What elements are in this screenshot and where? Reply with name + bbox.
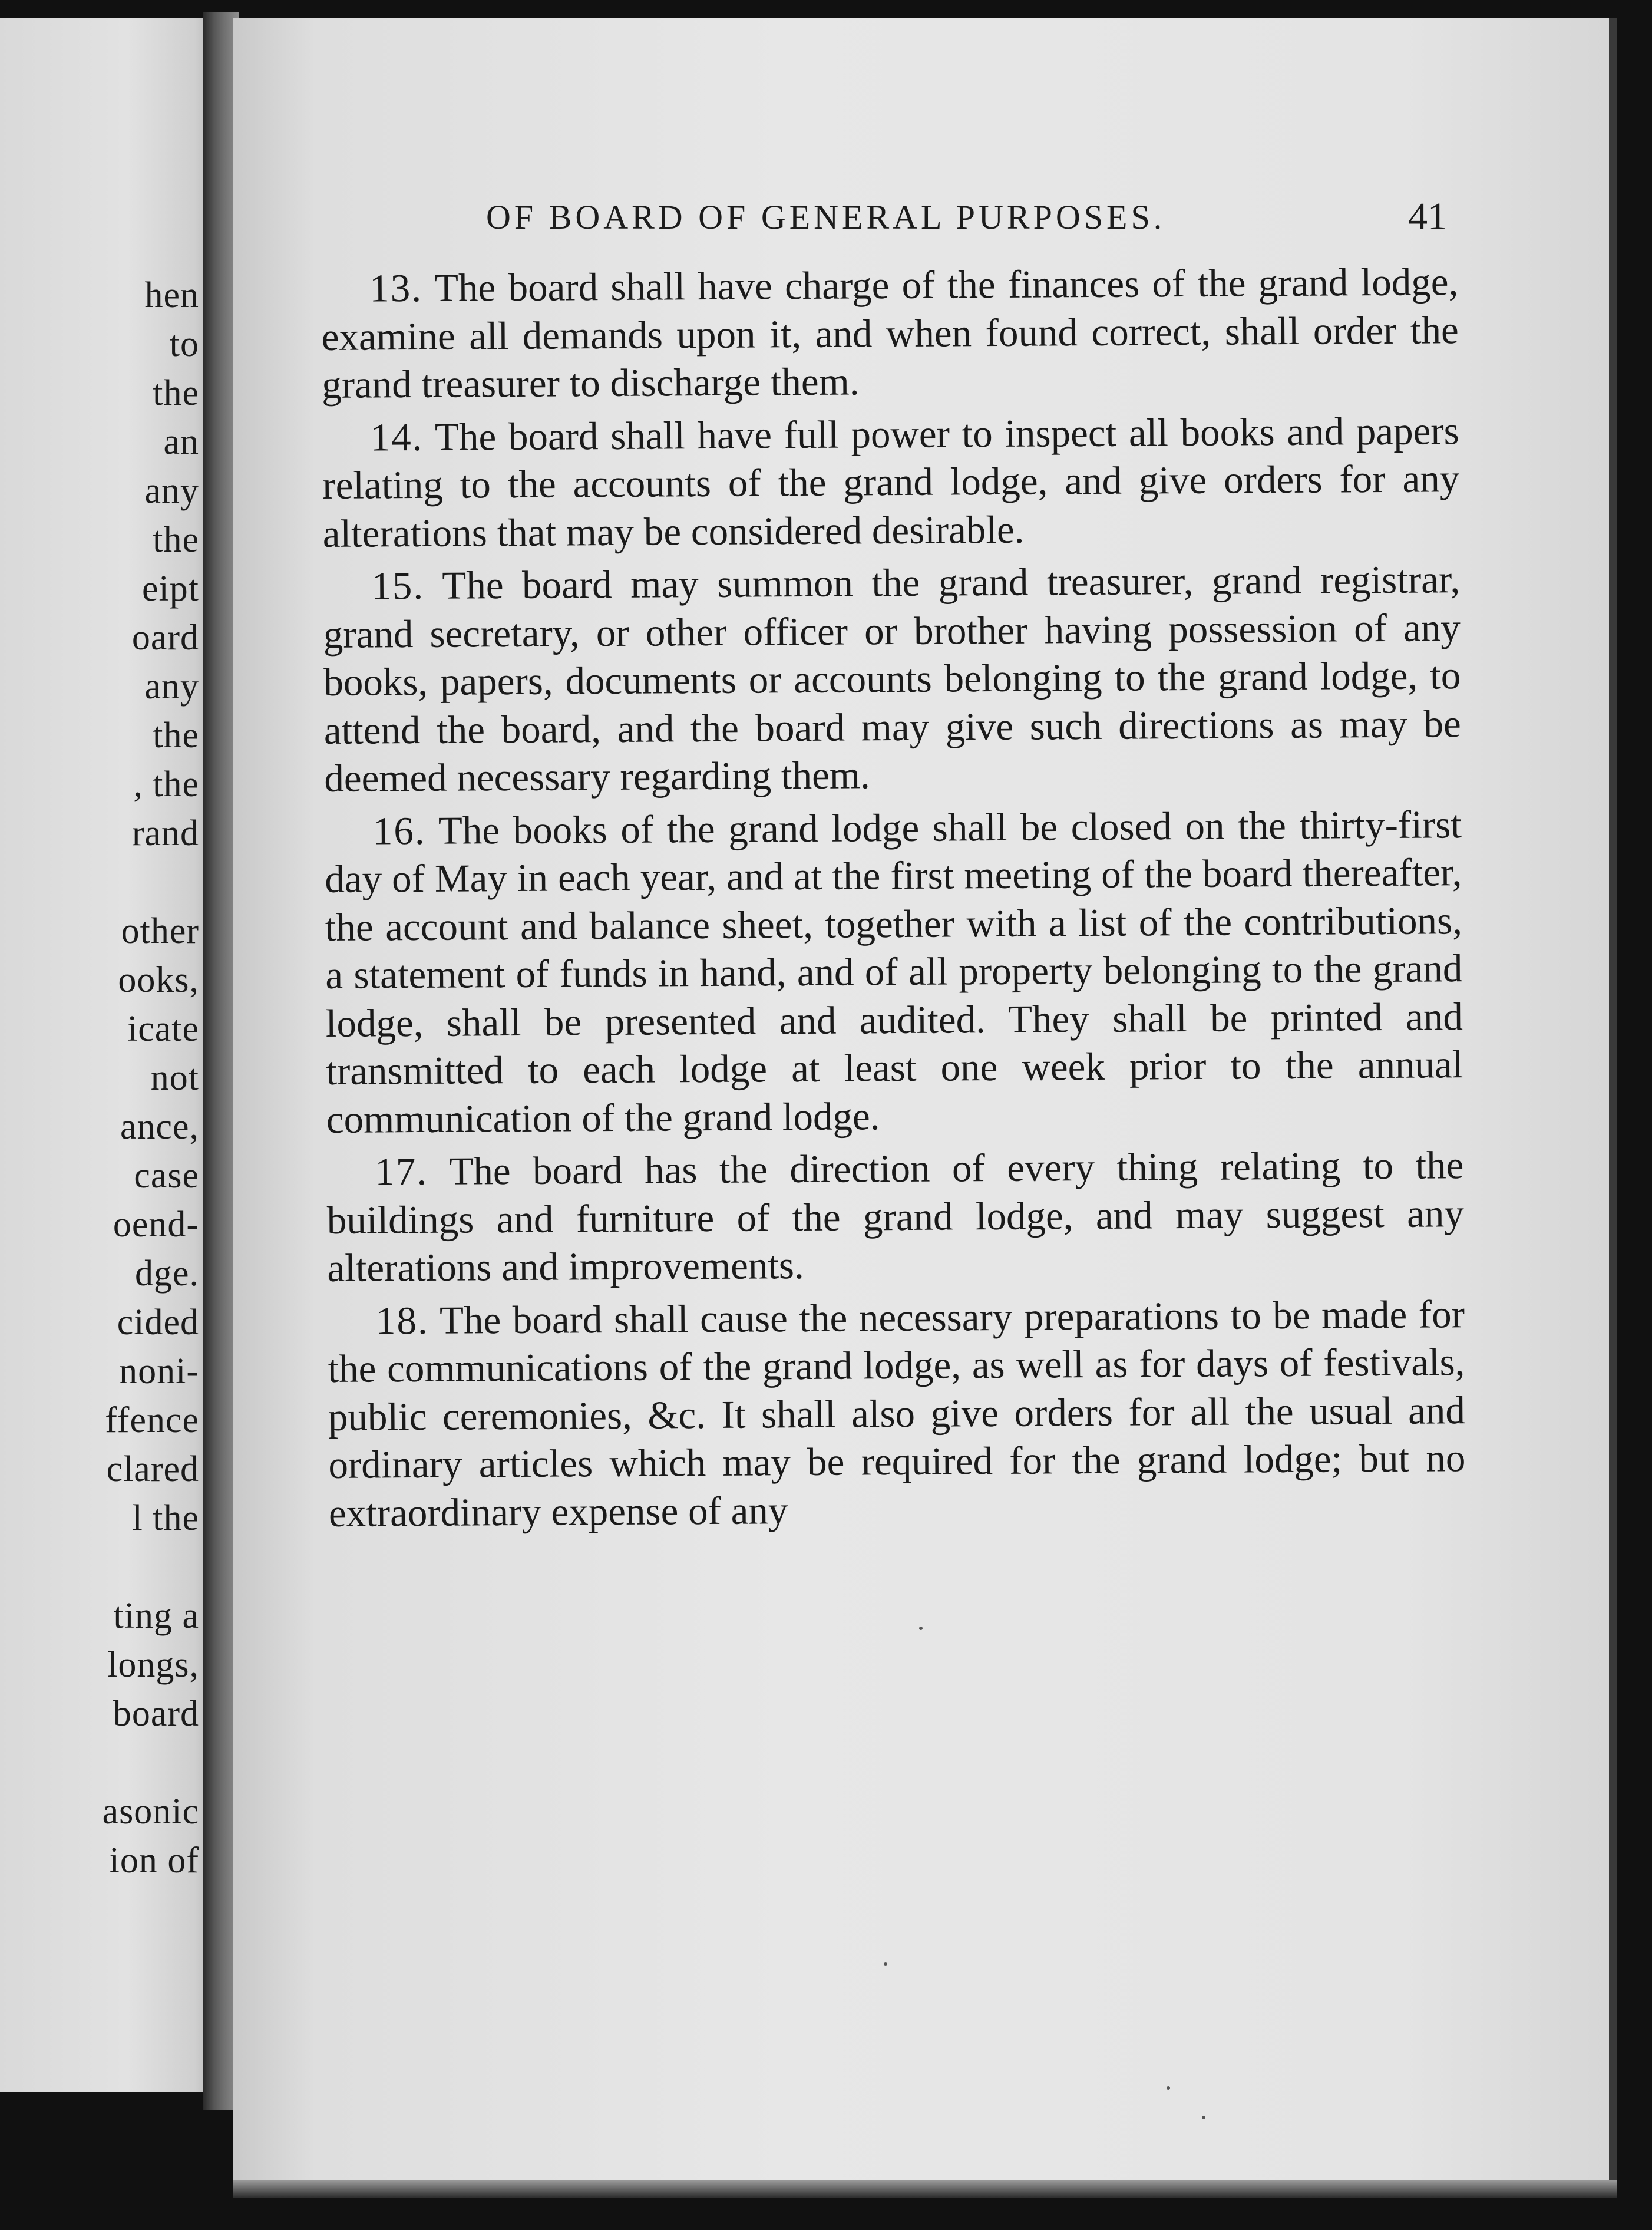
facing-page-fragment: to [169, 324, 199, 364]
facing-page-fragment: case [134, 1156, 199, 1196]
facing-page-fragment: oend- [113, 1205, 199, 1245]
paragraph-number: 13. [369, 266, 423, 311]
facing-page-fragment: ooks, [118, 960, 199, 1000]
facing-page-fragment: asonic [102, 1792, 199, 1832]
facing-page-fragment: ance, [120, 1107, 199, 1147]
speck [919, 1627, 923, 1630]
paragraph-13 [321, 258, 1459, 409]
facing-page-fragment: longs, [107, 1645, 199, 1685]
facing-page-fragment: rand [131, 813, 199, 853]
paragraph-number: 16. [372, 809, 426, 853]
paragraph-number: 18. [375, 1298, 429, 1342]
facing-page-fragment: other [121, 911, 199, 951]
facing-page-text [0, 271, 199, 1885]
facing-page-fragment: ffence [105, 1400, 199, 1440]
facing-page-fragment: icate [127, 1009, 199, 1049]
page-bottom-edge [233, 2180, 1617, 2198]
facing-page-fragment: the [153, 520, 199, 560]
facing-page [0, 18, 212, 2092]
speck [884, 1962, 887, 1966]
facing-page-fragment: not [150, 1058, 199, 1098]
facing-page-fragment [0, 1739, 199, 1787]
paragraph-number: 14. [370, 415, 424, 459]
facing-page-fragment: l the [132, 1498, 199, 1538]
facing-page-fragment: , the [133, 764, 199, 804]
body-text [321, 258, 1466, 1542]
facing-page-fragment: dge. [134, 1253, 199, 1294]
facing-page-fragment: ting a [113, 1596, 199, 1636]
facing-page-fragment [0, 858, 199, 907]
facing-page-fragment: clared [106, 1449, 199, 1489]
facing-page-fragment: oard [131, 618, 199, 658]
page-number: 41 [1408, 195, 1447, 238]
facing-page-fragment [0, 1543, 199, 1592]
paragraph-text: The board may summon the grand treasurer, grand registrar, grand secretary, or other officer or brother having possession of any books, papers, documents or accounts belonging to the grand lodge, to attend the board, and the board may give such directions as may be deemed necessary regarding them. [323, 558, 1462, 800]
paragraph-text: The board shall have full power to inspect all books and papers relating to the accounts of the grand lodge, and give orders for any alterations that may be considered desirable. [322, 408, 1460, 556]
facing-page-fragment: cided [117, 1302, 199, 1342]
paragraph-number: 15. [371, 563, 425, 608]
facing-page-fragment: eipt [142, 569, 199, 609]
facing-page-fragment: any [144, 471, 199, 511]
facing-page-fragment: ion of [109, 1840, 199, 1881]
paragraph-text: The board has the direction of every thing relating to the buildings and furniture of the grand lodge, and may suggest any alterations and improvements. [326, 1143, 1465, 1290]
paragraph-18 [328, 1291, 1466, 1538]
facing-page-fragment: any [144, 667, 199, 707]
facing-page-fragment: an [163, 422, 199, 462]
facing-page-fragment: the [153, 373, 199, 413]
paragraph-15 [323, 556, 1461, 803]
facing-page-fragment: noni- [119, 1351, 199, 1391]
facing-page-fragment: board [113, 1694, 199, 1734]
paragraph-17 [326, 1142, 1464, 1292]
speck [1167, 2086, 1170, 2090]
paragraph-number: 17. [375, 1149, 428, 1194]
paragraph-text: The board shall cause the necessary preparations to be made for the communications of the grand lodge, as well as for days of festivals, public ceremonies, &c. It shall also give orders for all the usual and ordinary articles which may be required for the grand lodge; but no extraordinary expense of any [328, 1292, 1466, 1535]
paragraph-text: The board shall have charge of the finances of the grand lodge, examine all demands upon it, and when found correct, shall order the grand treasurer to discharge them. [321, 260, 1459, 407]
paragraph-text: The books of the grand lodge shall be closed on the thirty-first day of May in each year, and at the first meeting of the board thereafter, the account and balance sheet, together with a list of the contributions, a statement of funds in hand, and of all property belonging to the grand lodge, shall be presented and audited. They shall be printed and transmitted to each lodge at least one week prior to the annual communication of the grand lodge. [325, 802, 1463, 1142]
speck [1202, 2116, 1205, 2119]
paragraph-16 [325, 801, 1463, 1144]
facing-page-fragment: hen [144, 275, 199, 315]
facing-page-fragment: the [153, 715, 199, 756]
paragraph-14 [322, 407, 1460, 558]
running-head: OF BOARD OF GENERAL PURPOSES. [486, 198, 1166, 236]
